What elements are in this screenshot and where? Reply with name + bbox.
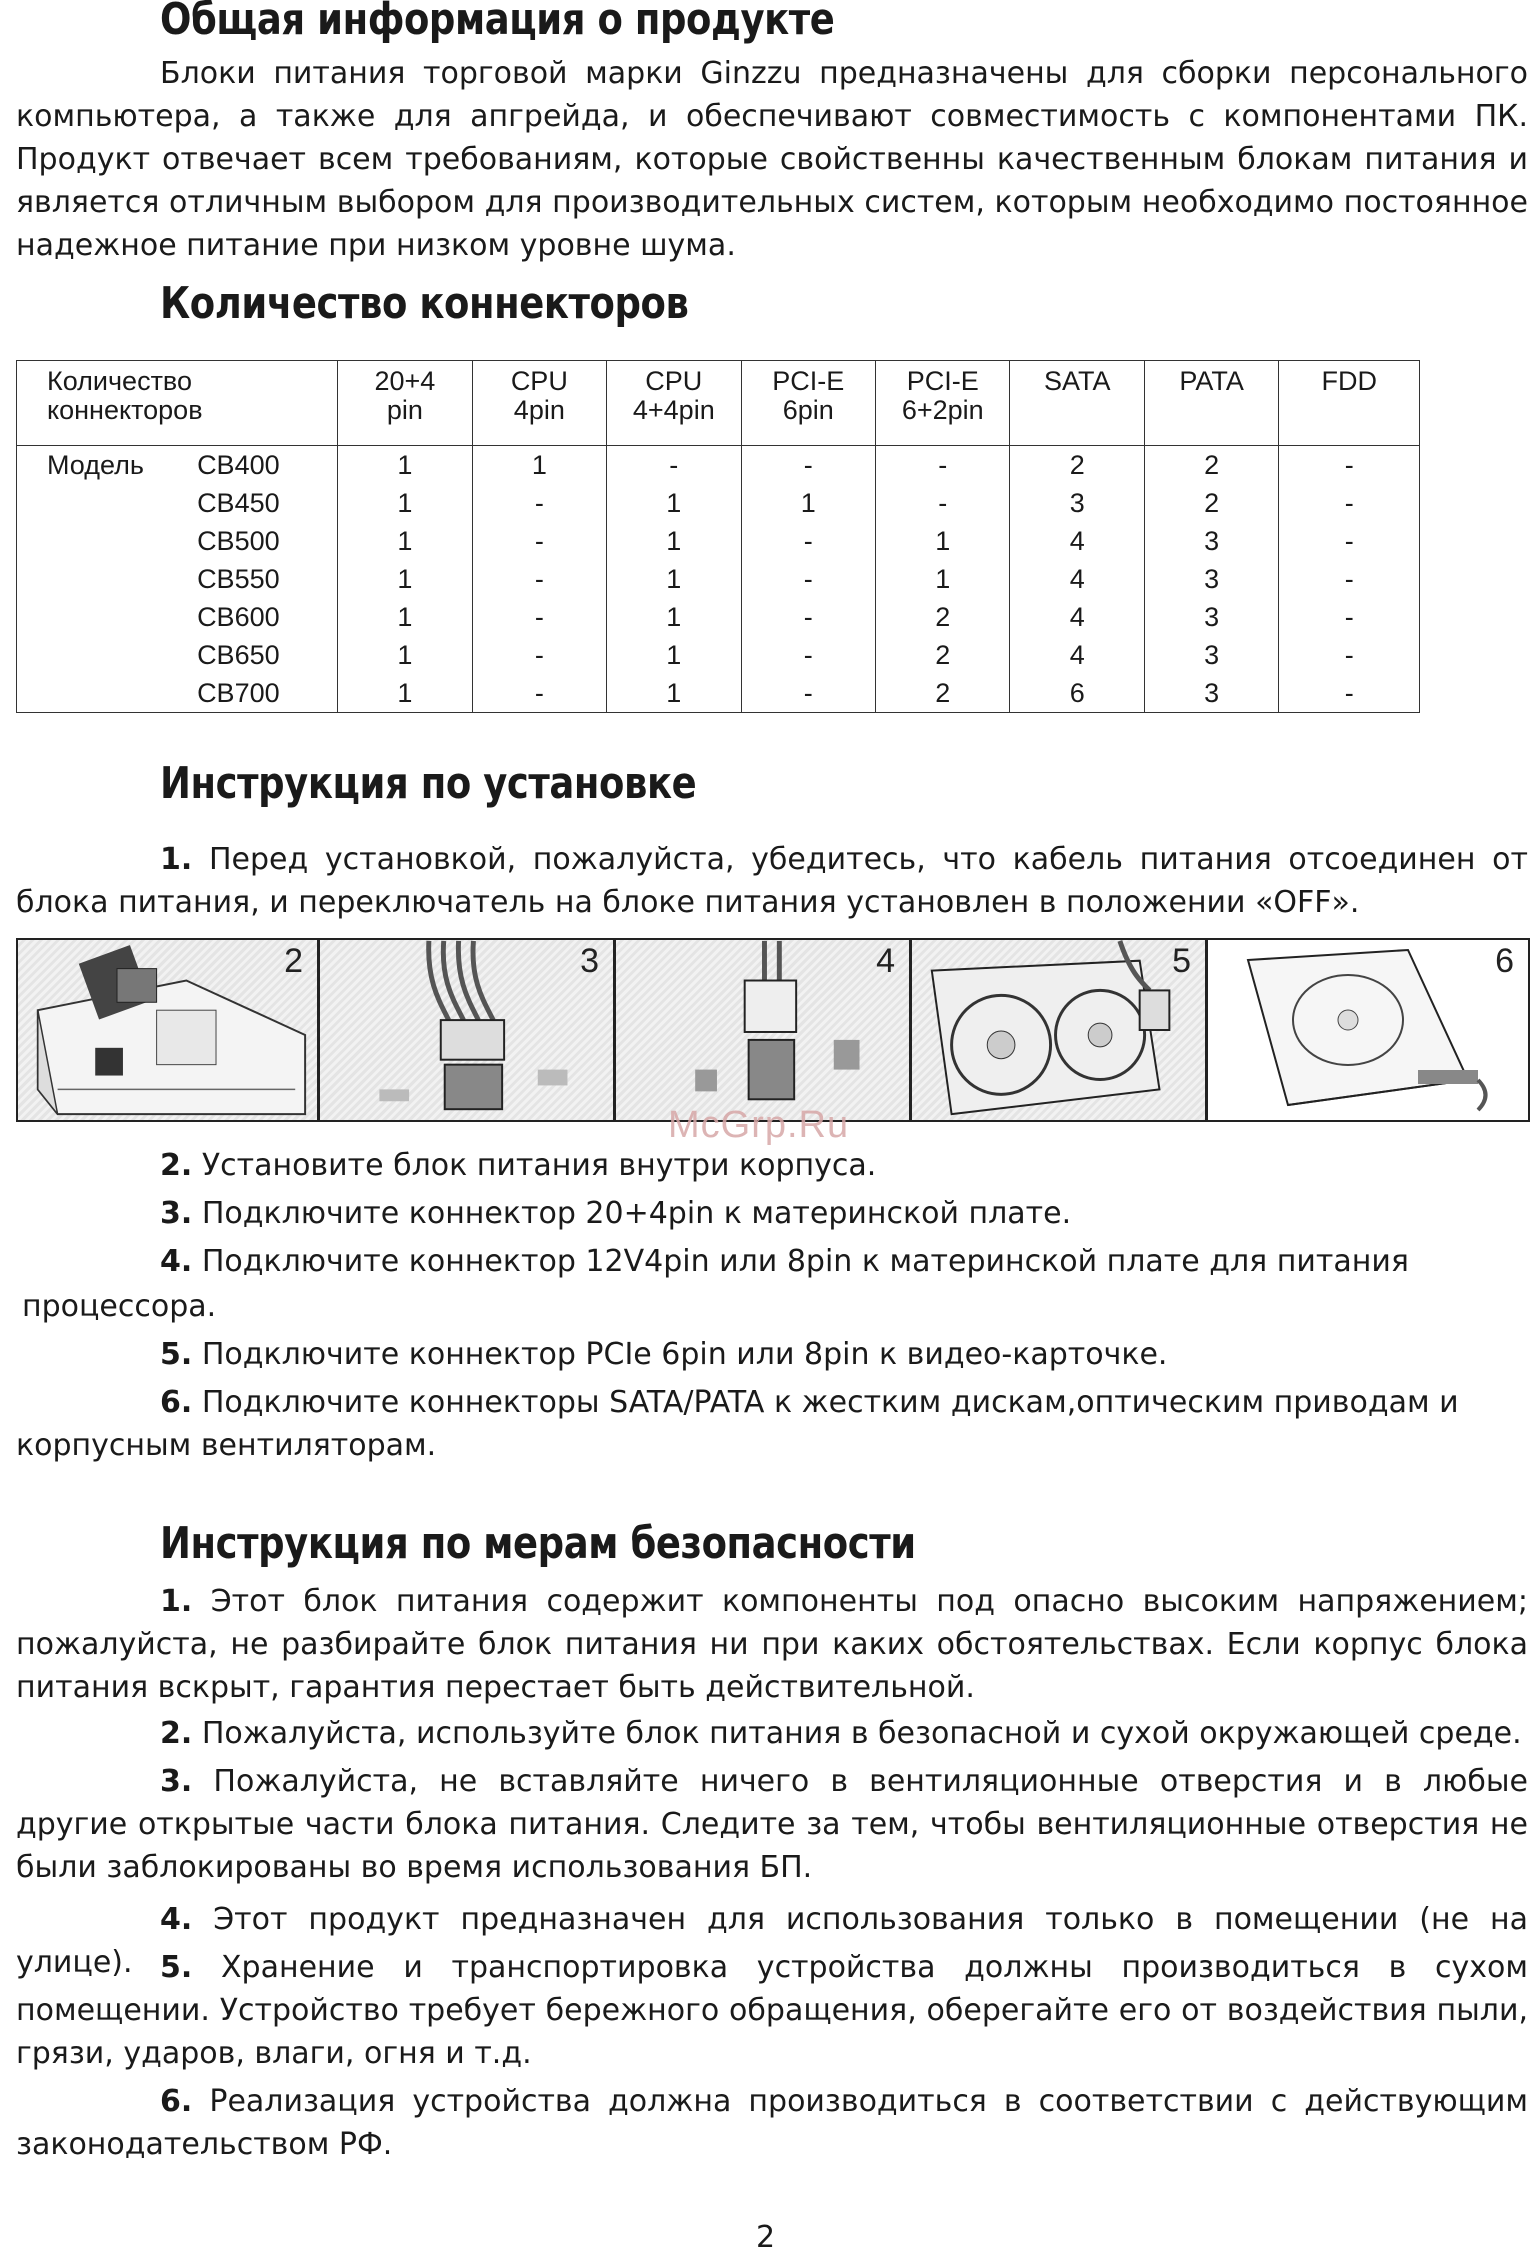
- safety-item-1: [16, 1580, 1528, 1709]
- step-number: 6.: [160, 1385, 193, 1420]
- figure-atx-panel: [320, 940, 616, 1120]
- table-header-row: [17, 361, 1420, 446]
- column-header: [1279, 361, 1420, 446]
- connector-count-cell: 1: [338, 636, 472, 674]
- model-cell: CB550: [177, 560, 338, 598]
- column-header-line: CPU: [510, 366, 568, 396]
- figure-psu-panel: [18, 940, 320, 1120]
- table-row: [17, 446, 1420, 485]
- model-label-cell: Модель: [17, 446, 178, 485]
- section-title-install: Инструкция по установке: [160, 758, 697, 809]
- column-header: [472, 361, 606, 446]
- figure-number: 5: [1172, 942, 1191, 980]
- connector-count-cell: -: [607, 446, 741, 485]
- connector-count-cell: -: [472, 674, 606, 713]
- item-text: Этот продукт предназначен для использования только в помещении (не на улице).: [16, 1902, 1528, 1980]
- model-cell: CB700: [177, 674, 338, 713]
- item-text: Пожалуйста, не вставляйте ничего в вентиляционные отверстия и в любые другие открытые части блока питания. Следите за тем, чтобы вентиляционные отверстия не были заблокированы во время использования БП.: [16, 1764, 1528, 1885]
- item-number: 3.: [160, 1764, 193, 1799]
- connector-count-cell: -: [1279, 636, 1420, 674]
- item-number: 5.: [160, 1950, 193, 1985]
- table-row: [17, 636, 1420, 674]
- connector-count-cell: -: [472, 636, 606, 674]
- step-number: 2.: [160, 1148, 193, 1183]
- connector-count-cell: -: [741, 522, 875, 560]
- model-cell: CB500: [177, 522, 338, 560]
- figure-hdd-panel: [1208, 940, 1528, 1120]
- connector-count-cell: 3: [1144, 674, 1278, 713]
- connector-count-cell: 3: [1010, 484, 1144, 522]
- connector-count-cell: 3: [1144, 560, 1278, 598]
- connector-count-cell: 1: [338, 598, 472, 636]
- step-text: Установите блок питания внутри корпуса.: [201, 1148, 877, 1183]
- connector-count-cell: 1: [607, 522, 741, 560]
- connector-count-cell: -: [1279, 674, 1420, 713]
- connector-count-cell: 3: [1144, 522, 1278, 560]
- safety-item-3: [16, 1760, 1528, 1889]
- safety-item-6: [16, 2080, 1528, 2166]
- install-step-6: [16, 1381, 1528, 1424]
- header-label-cell: [17, 361, 338, 446]
- step-number: 5.: [160, 1337, 193, 1372]
- column-header-line: SATA: [1043, 366, 1111, 396]
- model-label-cell: [17, 484, 178, 522]
- item-text: Реализация устройства должна производиться в соответствии с действующим законодательством РФ.: [16, 2084, 1528, 2162]
- model-cell: CB400: [177, 446, 338, 485]
- connector-count-cell: -: [741, 674, 875, 713]
- connector-count-cell: 3: [1144, 636, 1278, 674]
- connector-count-cell: 1: [607, 636, 741, 674]
- table-row: [17, 560, 1420, 598]
- general-paragraph: Блоки питания торговой марки Ginzzu предназначены для сборки персонального компьютера, а также для апгрейда, и обеспечивают совместимость с компонентами ПК. Продукт отвечает всем требованиям, которые свойственны качественным блокам питания и является отличным выбором для производительных систем, которым необходимо постоянное надежное питание при низком уровне шума.: [16, 56, 1528, 263]
- install-step-1: [16, 838, 1528, 924]
- connector-count-cell: -: [1279, 484, 1420, 522]
- column-header-line: PATA: [1179, 366, 1244, 396]
- psu-illustration: [18, 940, 317, 1120]
- connector-count-cell: -: [1279, 598, 1420, 636]
- connector-count-cell: 4: [1010, 636, 1144, 674]
- watermark: McGrp.Ru: [668, 1104, 850, 1146]
- install-step-6-continuation: корпусным вентиляторам.: [16, 1428, 437, 1463]
- cpu-connector-illustration: [616, 940, 909, 1120]
- figure-number: 2: [284, 942, 303, 980]
- install-step-2: [16, 1144, 1528, 1187]
- column-header-line: FDD: [1321, 366, 1377, 396]
- connector-count-cell: 1: [741, 484, 875, 522]
- connector-count-cell: -: [472, 560, 606, 598]
- connector-count-cell: 4: [1010, 522, 1144, 560]
- install-step-3: [16, 1192, 1528, 1235]
- item-number: 4.: [160, 1902, 193, 1937]
- column-header: [1010, 361, 1144, 446]
- gpu-connector-illustration: [912, 940, 1205, 1120]
- install-step-4-continuation: процессора.: [22, 1289, 217, 1324]
- column-header: [338, 361, 472, 446]
- model-label-cell: [17, 636, 178, 674]
- atx-connector-illustration: [320, 940, 613, 1120]
- page-number: 2: [755, 2220, 776, 2255]
- connector-count-cell: -: [876, 484, 1010, 522]
- column-header-line: 20+4: [374, 366, 436, 396]
- figure-number: 3: [580, 942, 599, 980]
- connector-count-cell: 1: [607, 484, 741, 522]
- column-header-line: 6pin: [782, 395, 834, 425]
- connector-count-cell: -: [472, 522, 606, 560]
- connector-count-cell: -: [1279, 446, 1420, 485]
- connector-count-cell: 1: [338, 560, 472, 598]
- connector-count-cell: 3: [1144, 598, 1278, 636]
- connector-count-cell: -: [741, 446, 875, 485]
- connector-count-cell: 1: [607, 674, 741, 713]
- header-label-line: Количество: [47, 366, 192, 396]
- table-row: [17, 484, 1420, 522]
- model-cell: CB600: [177, 598, 338, 636]
- table-row: [17, 674, 1420, 713]
- step-text: Подключите коннектор 20+4pin к материнской плате.: [201, 1196, 1072, 1231]
- connector-count-cell: -: [1279, 560, 1420, 598]
- connector-count-cell: -: [741, 560, 875, 598]
- column-header-line: CPU: [645, 366, 703, 396]
- connector-count-cell: -: [876, 446, 1010, 485]
- item-number: 6.: [160, 2084, 193, 2119]
- column-header-line: 4+4pin: [632, 395, 715, 425]
- connector-count-cell: 2: [876, 598, 1010, 636]
- model-cell: CB650: [177, 636, 338, 674]
- column-header: [741, 361, 875, 446]
- connector-count-cell: -: [741, 636, 875, 674]
- install-step-5: [16, 1333, 1528, 1376]
- section-title-connectors: Количество коннекторов: [160, 278, 689, 329]
- connector-count-cell: -: [472, 484, 606, 522]
- connector-count-cell: 1: [607, 560, 741, 598]
- step-text: Перед установкой, пожалуйста, убедитесь, что кабель питания отсоединен от блока питания, и переключатель на блоке питания установлен в положении «OFF».: [16, 842, 1528, 920]
- connector-count-cell: 1: [876, 522, 1010, 560]
- connector-count-cell: 1: [876, 560, 1010, 598]
- item-text: Этот блок питания содержит компоненты под опасно высоким напряжением; пожалуйста, не разбирайте блок питания ни при каких обстоятельствах. Если корпус блока питания вскрыт, гарантия перестает быть действительной.: [16, 1584, 1528, 1705]
- connector-count-cell: 1: [338, 484, 472, 522]
- figure-cpu-panel: [616, 940, 912, 1120]
- table-row: [17, 598, 1420, 636]
- connector-count-cell: 1: [338, 522, 472, 560]
- model-label-cell: [17, 674, 178, 713]
- install-step-4: [16, 1240, 1528, 1283]
- connector-count-cell: 4: [1010, 598, 1144, 636]
- item-number: 1.: [160, 1584, 193, 1619]
- connector-count-cell: -: [1279, 522, 1420, 560]
- connector-count-cell: 1: [472, 446, 606, 485]
- model-cell: CB450: [177, 484, 338, 522]
- hdd-illustration: [1208, 940, 1528, 1120]
- column-header-line: PCI-E: [906, 366, 979, 396]
- step-number: 4.: [160, 1244, 193, 1279]
- connector-count-cell: -: [472, 598, 606, 636]
- step-text: Подключите коннектор PCIe 6pin или 8pin к видео-карточке.: [201, 1337, 1168, 1372]
- column-header-line: pin: [386, 395, 423, 425]
- safety-item-5: [16, 1946, 1528, 2075]
- table-row: [17, 522, 1420, 560]
- item-text: Пожалуйста, используйте блок питания в безопасной и сухой окружающей среде.: [201, 1716, 1522, 1751]
- column-header: [1144, 361, 1278, 446]
- connector-count-cell: 6: [1010, 674, 1144, 713]
- connector-count-cell: 2: [1144, 484, 1278, 522]
- model-label-cell: [17, 560, 178, 598]
- connector-count-cell: 2: [1010, 446, 1144, 485]
- column-header-line: 6+2pin: [901, 395, 984, 425]
- figure-number: 4: [876, 942, 895, 980]
- section-title-general: Общая информация о продукте: [160, 0, 835, 45]
- connector-count-cell: 2: [876, 674, 1010, 713]
- figure-number: 6: [1495, 942, 1514, 980]
- connector-count-cell: 1: [607, 598, 741, 636]
- step-text: Подключите коннектор 12V4pin или 8pin к материнской плате для питания: [201, 1244, 1409, 1279]
- connector-count-cell: 1: [338, 674, 472, 713]
- column-header: [876, 361, 1010, 446]
- header-label-line: коннекторов: [47, 395, 203, 425]
- safety-item-2: [16, 1712, 1528, 1755]
- figure-gpu-panel: [912, 940, 1208, 1120]
- connector-table: [16, 360, 1420, 713]
- connector-count-cell: -: [741, 598, 875, 636]
- column-header-line: PCI-E: [772, 366, 845, 396]
- item-number: 2.: [160, 1716, 193, 1751]
- step-number: 1.: [160, 842, 193, 877]
- connector-count-cell: 4: [1010, 560, 1144, 598]
- connector-count-cell: 2: [1144, 446, 1278, 485]
- step-text: Подключите коннекторы SATA/PATA к жестким дискам,оптическим приводам и: [201, 1385, 1459, 1420]
- column-header: [607, 361, 741, 446]
- connector-count-cell: 2: [876, 636, 1010, 674]
- item-text: Хранение и транспортировка устройства должны производиться в сухом помещении. Устройство требует бережного обращения, оберегайте его от воздействия пыли, грязи, ударов, влаги, огня и т.д.: [16, 1950, 1528, 2071]
- model-label-cell: [17, 522, 178, 560]
- model-label-cell: [17, 598, 178, 636]
- step-number: 3.: [160, 1196, 193, 1231]
- section-title-safety: Инструкция по мерам безопасности: [160, 1518, 916, 1569]
- column-header-line: 4pin: [513, 395, 565, 425]
- connector-count-cell: 1: [338, 446, 472, 485]
- installation-figure-strip: [16, 938, 1530, 1122]
